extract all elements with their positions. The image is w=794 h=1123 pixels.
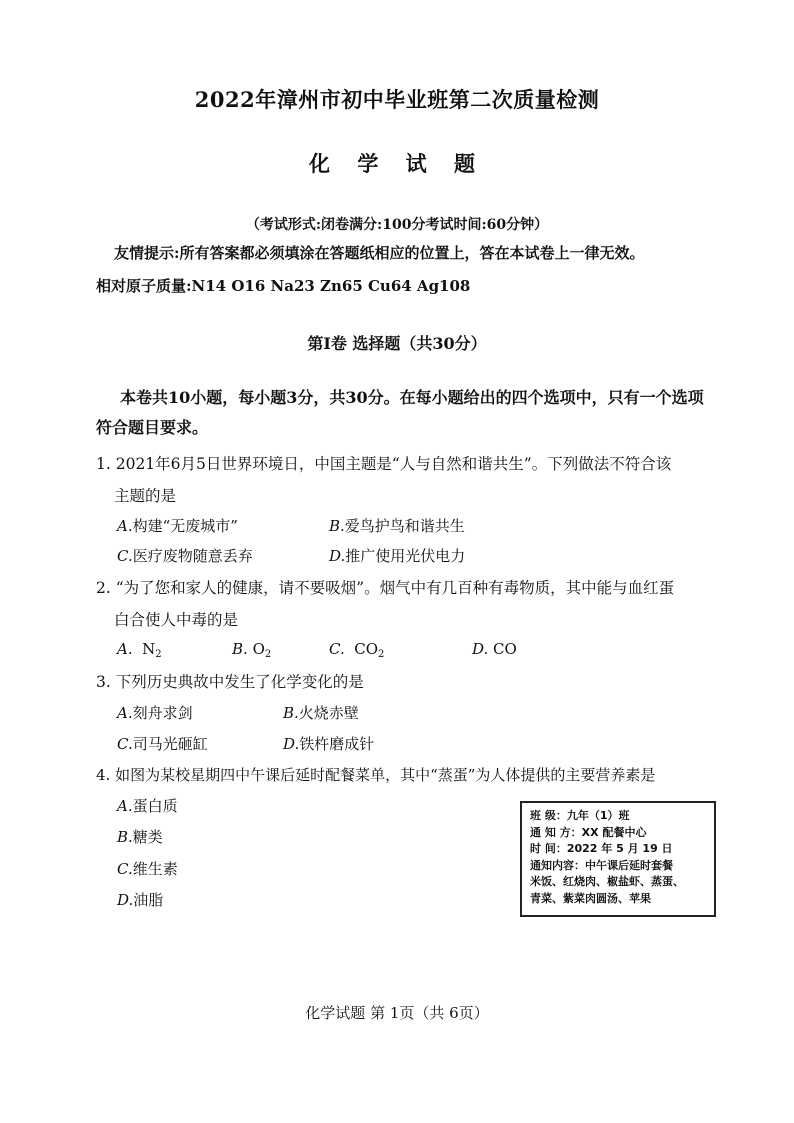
menu-notifier-line: 通 知 方：XX 配餐中心	[530, 825, 647, 839]
question-3-option-b: B.火烧赤壁	[283, 704, 359, 722]
question-2-option-b: B. $O_2$	[232, 640, 272, 660]
question-3-stem: 3. 下列历史典故中发生了化学变化的是	[96, 673, 364, 691]
question-1-stem-line2: 主题的是	[114, 487, 177, 505]
question-3-option-d: D.铁杵磨成针	[283, 735, 375, 753]
page-footer: 化学试题 第 1页（共 6页）	[305, 1004, 489, 1022]
question-2-stem-line1: 2. “为了您和家人的健康，请不要吸烟”。烟气中有几百种有毒物质，其中能与血红蛋	[96, 579, 675, 597]
section-instructions: 本卷共10小题，每小题3分，共30分。在每小题给出的四个选项中，只有一个选项符合题目要求。	[96, 388, 704, 437]
menu-content-line3: 青菜、紫菜肉圆汤、苹果	[530, 891, 651, 905]
subject-title: 化 学 试 题	[309, 151, 485, 176]
question-2-stem-line2: 白合使人中毒的是	[114, 611, 239, 629]
question-1-stem-line1: 1. 2021年6月5日世界环境日，中国主题是“人与自然和谐共生”。下列做法不符合该	[96, 455, 672, 473]
question-4-option-b: B.糖类	[117, 828, 163, 846]
question-1-option-c: C.医疗废物随意丢弃	[117, 547, 253, 565]
menu-notice-box	[520, 801, 716, 917]
menu-class-line: 班 级：九年（1）班	[530, 809, 630, 822]
menu-time-line: 时 间：2022 年 5 月 19 日	[530, 842, 673, 855]
question-4-option-d: D.油脂	[117, 891, 164, 909]
question-2-option-c: C. $CO_2$	[329, 640, 385, 660]
question-3-option-a: A.刻舟求剑	[117, 704, 193, 722]
question-1-option-a: A.构建“无废城市”	[117, 517, 238, 535]
question-4-stem: 4. 如图为某校星期四中午课后延时配餐菜单，其中“蒸蛋”为人体提供的主要营养素是	[96, 766, 656, 784]
question-4-option-c: C.维生素	[117, 860, 178, 878]
menu-content-label: 通知内容：中午课后延时套餐	[530, 858, 673, 872]
exam-info: （考试形式:闭卷满分:100分考试时间:60分钟）	[245, 217, 549, 233]
atomic-mass-line: 相对原子质量:N14 O16 Na23 Zn65 Cu64 Ag108	[96, 277, 471, 295]
question-3-option-c: C.司马光砸缸	[117, 735, 208, 753]
section-title: 第Ⅰ卷 选择题（共30分）	[307, 334, 487, 353]
question-1-option-b: B.爱鸟护鸟和谐共生	[329, 517, 465, 535]
question-2-option-a: A. $N_2$	[117, 640, 162, 660]
question-4-option-a: A.蛋白质	[117, 797, 178, 815]
exam-title: 2022年漳州市初中毕业班第二次质量检测	[194, 87, 600, 112]
friendly-tips: 友情提示:所有答案都必须填涂在答题纸相应的位置上，答在本试卷上一律无效。	[114, 244, 645, 262]
menu-content-line2: 米饭、红烧肉、椒盐虾、蒸蛋、	[530, 875, 684, 888]
question-1-option-d: D.推广使用光伏电力	[329, 547, 466, 565]
question-2-option-d: D. CO	[472, 640, 517, 658]
